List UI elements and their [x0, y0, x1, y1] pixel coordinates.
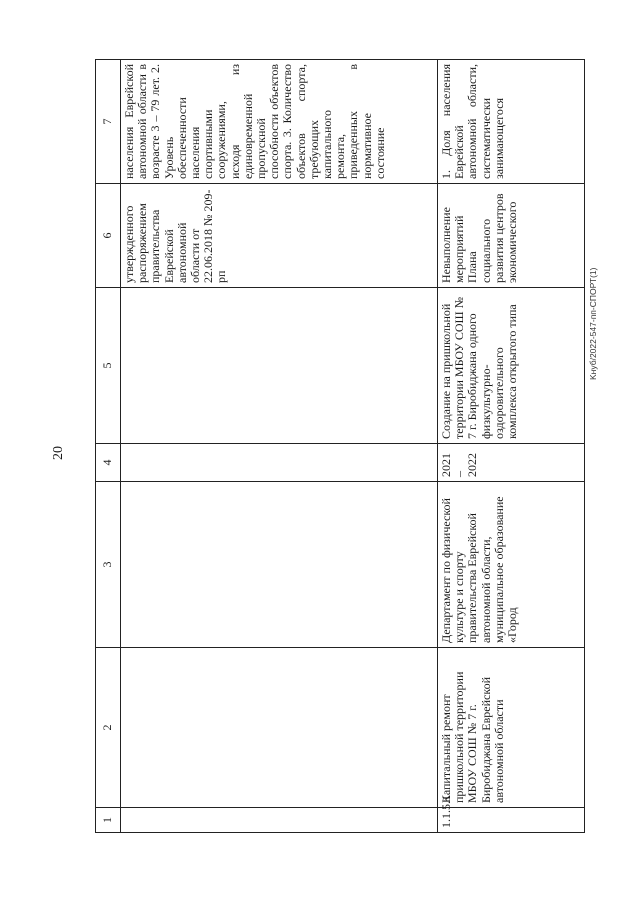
header-cell-3: 3	[96, 482, 121, 648]
header-cell-2: 2	[96, 648, 121, 808]
table-row	[438, 60, 585, 833]
cell-expected-result	[121, 288, 438, 444]
header-cell-6: 6	[96, 184, 121, 288]
cell-period: 2021 – 2022	[438, 444, 585, 482]
header-cell-5: 5	[96, 288, 121, 444]
cell-responsible	[121, 482, 438, 648]
cell-measure-name	[121, 648, 438, 808]
cell-number	[121, 808, 438, 833]
table-header-row	[96, 60, 121, 833]
header-cell-7: 7	[96, 60, 121, 184]
document-id: Kнуб/2022-547-пп-СПОРТ(1)	[588, 267, 598, 380]
cell-consequences: утвержденного распоряжением правительства Еврейской автономной области от 22.06.2018 № 209-рп	[121, 184, 438, 288]
cell-period	[121, 444, 438, 482]
cell-indicators: 1. Доля населения Еврейской автономной области, систематически занимающегося	[438, 60, 585, 184]
header-cell-4: 4	[96, 444, 121, 482]
page-number: 20	[51, 446, 66, 460]
cell-expected-result: Создание на пришкольной территории МБОУ СОШ № 7 г. Биробиджана одного физкультурно-оздоровительного комплекса открытого типа	[438, 288, 585, 444]
cell-indicators: населения Еврейской автономной области в возрасте 3 – 79 лет. 2. Уровень обеспеченности населения спортивными сооружениями, исходя из единовременной пропускной способности объектов спорта. 3. Количество объектов спорта, требующих капитального ремонта, приведенных в нормативное состояние	[121, 60, 438, 184]
rotated-table-container	[95, 60, 579, 833]
table-row	[121, 60, 438, 833]
cell-consequences: Невыполнение мероприятий Плана социального развития центров экономического	[438, 184, 585, 288]
program-table	[95, 59, 585, 833]
cell-measure-name: Капитальный ремонт пришкольной территории МБОУ СОШ № 7 г. Биробиджана Еврейской автономной области	[438, 648, 585, 808]
header-cell-1: 1	[96, 808, 121, 833]
cell-responsible: Департамент по физической культуре и спорту правительства Еврейской автономной области, муниципальное образование «Город	[438, 482, 585, 648]
cell-number: 1.1.5.1	[438, 808, 585, 833]
